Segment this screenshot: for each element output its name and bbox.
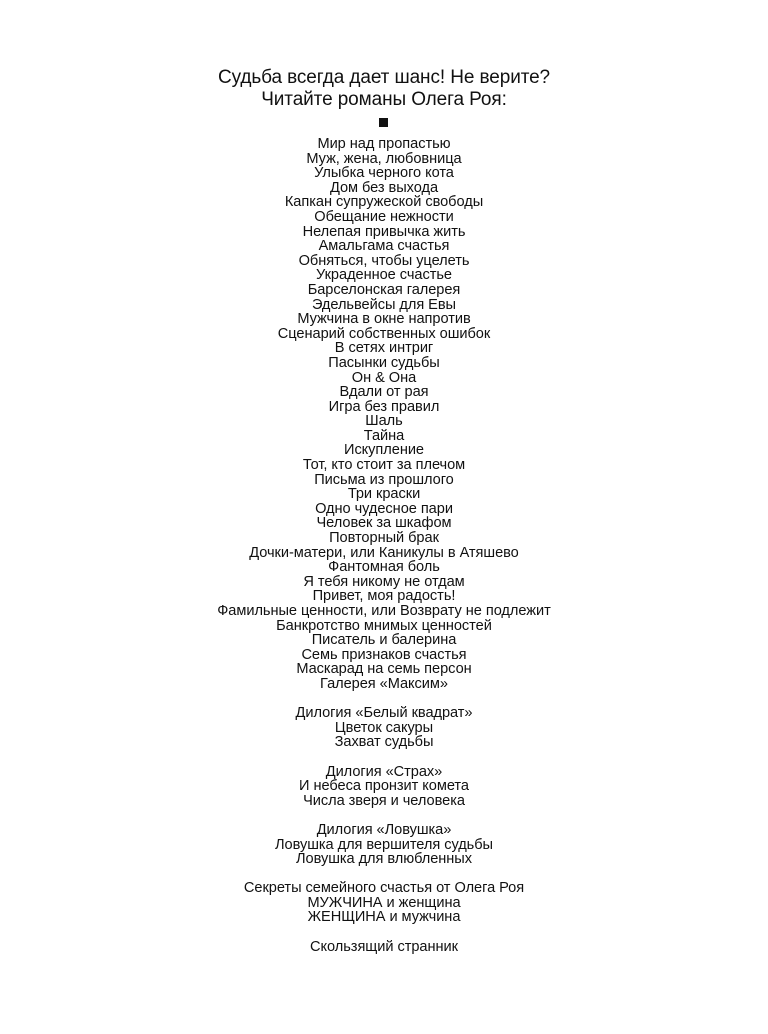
list-item: Я тебя никому не отдам xyxy=(303,573,465,590)
list-item: Улыбка черного кота xyxy=(314,165,454,182)
list-item: Фамильные ценности, или Возврату не подлежит xyxy=(217,603,551,619)
spacer xyxy=(0,925,768,940)
list-item: Пасынки судьбы xyxy=(328,354,440,371)
list-item: Капкан супружеской свободы xyxy=(284,194,484,211)
list-item: Мужчина в окне напротив xyxy=(297,311,471,328)
list-item: Он & Она xyxy=(351,369,417,386)
list-item: В сетях интриг xyxy=(334,340,434,357)
list-item: Семь признаков счастья xyxy=(301,646,467,663)
dilogy-title: Дилогия «Ловушка» xyxy=(316,821,452,838)
list-item: Повторный брак xyxy=(329,530,439,547)
list-item: Захват судьбы xyxy=(334,734,434,751)
list-item: Мир над пропастью xyxy=(317,136,451,152)
list-item: Дочки-матери, или Каникулы в Атяшево xyxy=(249,544,519,561)
list-item: Ловушка для влюбленных xyxy=(295,851,472,868)
list-item: Цветок сакуры xyxy=(334,719,434,736)
list-item: Искупление xyxy=(344,442,424,459)
novel-list xyxy=(0,137,768,954)
list-item: Муж, жена, любовница xyxy=(306,150,462,167)
list-item: Нелепая привычка жить xyxy=(302,223,466,240)
list-item: Писатель и балерина xyxy=(311,632,457,649)
spacer xyxy=(0,808,768,823)
list-item: Человек за шкафом xyxy=(316,515,452,532)
heading-line-1: Судьба всегда дает шанс! Не верите? xyxy=(217,67,551,88)
list-item: Галерея «Максим» xyxy=(320,675,448,692)
list-item: Три краски xyxy=(347,486,421,503)
spacer xyxy=(0,867,768,882)
list-item: Игра без правил xyxy=(328,398,440,415)
dilogy-title: Дилогия «Белый квадрат» xyxy=(295,705,473,722)
list-item: Тайна xyxy=(363,427,405,444)
list-item: Банкротство мнимых ценностей xyxy=(276,617,492,634)
spacer xyxy=(0,750,768,765)
heading-line-2: Читайте романы Олега Роя: xyxy=(261,89,507,110)
list-item: И небеса пронзит комета xyxy=(299,778,469,795)
series-title: Секреты семейного счастья от Олега Роя xyxy=(243,880,525,897)
dilogy-title: Дилогия «Страх» xyxy=(325,763,443,780)
list-item: Маскарад на семь персон xyxy=(296,661,472,678)
list-item: Дом без выхода xyxy=(329,179,439,196)
list-item: Амальгама счастья xyxy=(318,238,450,255)
list-item: Тот, кто стоит за плечом xyxy=(302,457,466,474)
list-item: Письма из прошлого xyxy=(314,471,454,488)
list-item: Обещание нежности xyxy=(314,208,454,225)
list-item: МУЖЧИНА и женщина xyxy=(307,894,461,911)
list-item: Фантомная боль xyxy=(328,559,440,576)
list-item: ЖЕНЩИНА и мужчина xyxy=(307,909,461,926)
list-item: Барселонская галерея xyxy=(307,281,461,298)
list-item: Одно чудесное пари xyxy=(315,500,453,517)
list-item: Привет, моя радость! xyxy=(312,588,456,605)
list-item: Вдали от рая xyxy=(339,384,429,401)
list-item: Шаль xyxy=(365,413,403,430)
black-square-icon xyxy=(379,118,388,127)
heading xyxy=(0,67,768,111)
list-item: Числа зверя и человека xyxy=(303,792,465,809)
list-item: Эдельвейсы для Евы xyxy=(311,296,457,313)
spacer xyxy=(0,692,768,707)
list-item: Обняться, чтобы уцелеть xyxy=(298,252,470,269)
list-item: Украденное счастье xyxy=(316,267,452,284)
list-item: Сценарий собственных ошибок xyxy=(277,325,491,342)
list-item: Ловушка для вершителя судьбы xyxy=(275,836,493,853)
list-item: Скользящий странник xyxy=(310,938,458,955)
